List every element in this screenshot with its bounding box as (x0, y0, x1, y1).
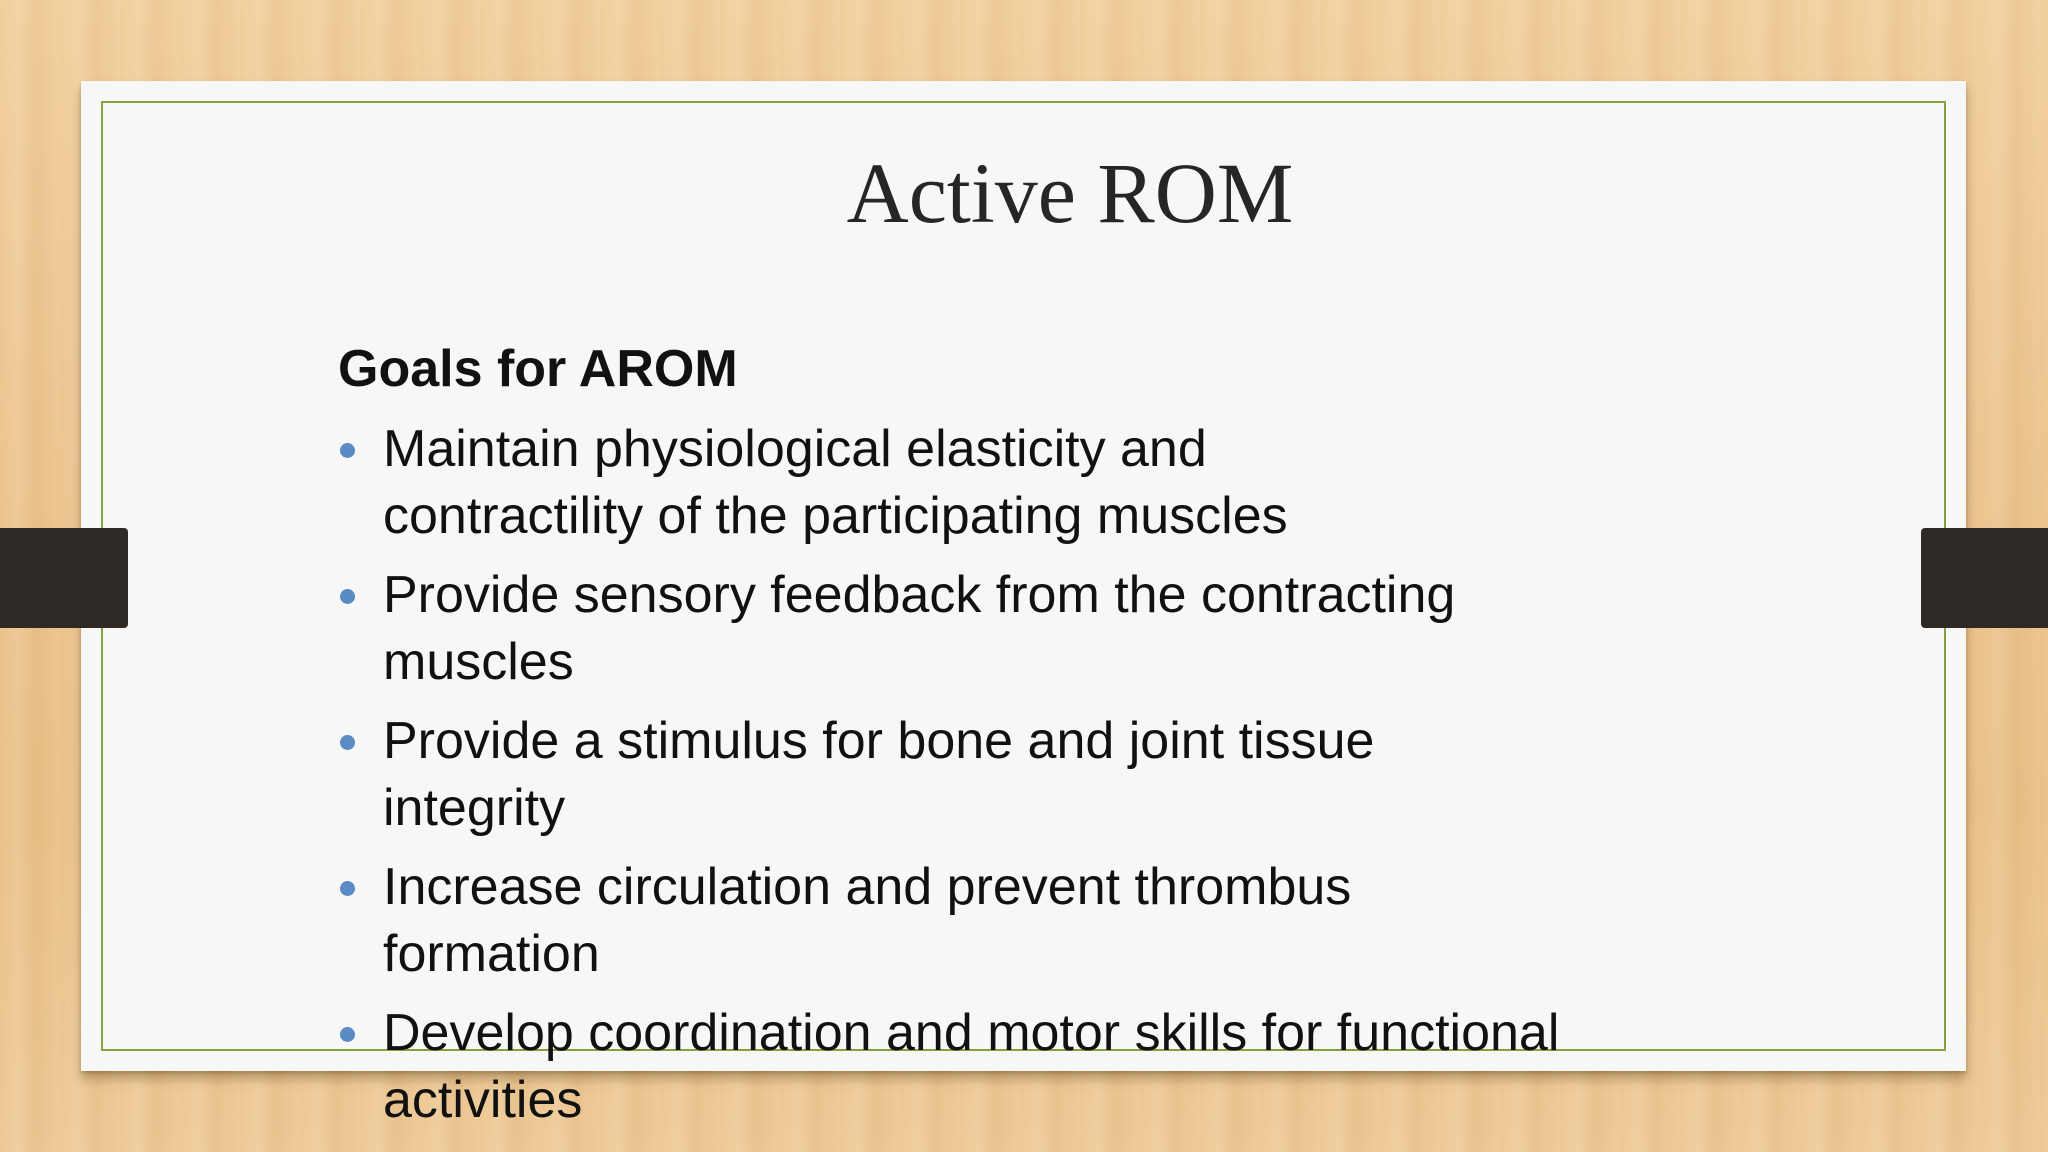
slide-content (338, 336, 1658, 1146)
bullet-line: integrity (383, 779, 566, 837)
bullet-dot-icon (340, 1027, 355, 1042)
bullet-dot-icon (340, 881, 355, 896)
slide-title: Active ROM (846, 145, 1294, 241)
bullet-line: Develop coordination and motor skills for functional (383, 1004, 1560, 1062)
bullet-dot-icon (340, 589, 355, 604)
bullet-item (338, 416, 1658, 550)
bullet-list (338, 416, 1658, 1134)
right-binder-clip (1921, 528, 2048, 628)
bullet-line: Increase circulation and prevent thrombus (383, 858, 1352, 916)
bullet-line: contractility of the participating muscles (383, 487, 1288, 545)
bullet-item (338, 708, 1658, 842)
bullet-line: Provide sensory feedback from the contracting (383, 566, 1456, 624)
bullet-line: formation (383, 925, 600, 983)
left-binder-clip (0, 528, 128, 628)
bullet-dot-icon (340, 735, 355, 750)
bullet-line: muscles (383, 633, 574, 691)
bullet-line: activities (383, 1071, 583, 1129)
bullet-item (338, 562, 1658, 696)
bullet-dot-icon (340, 443, 355, 458)
bullet-item (338, 854, 1658, 988)
subheading: Goals for AROM (338, 340, 738, 398)
bullet-item (338, 1000, 1658, 1134)
bullet-line: Provide a stimulus for bone and joint tissue (383, 712, 1375, 770)
bullet-line: Maintain physiological elasticity and (383, 420, 1207, 478)
